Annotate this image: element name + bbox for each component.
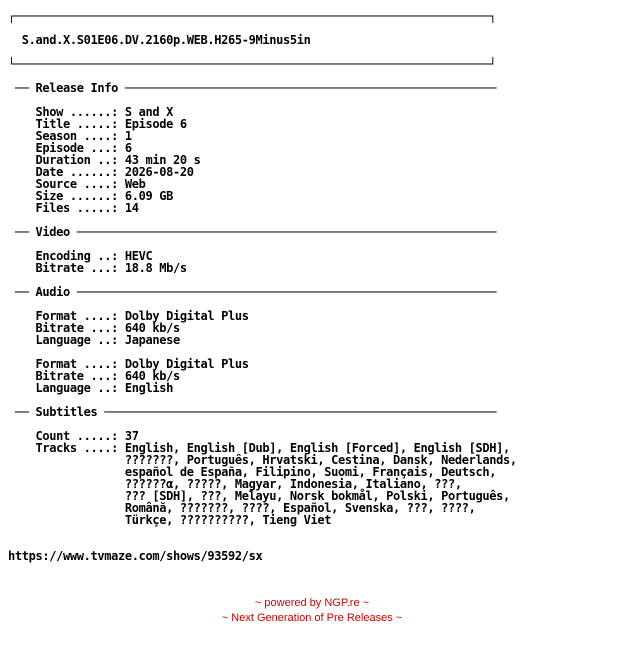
row-show: Show ......: S and X [35, 105, 173, 119]
row-audio-1-bitrate: Bitrate ...: 640 kb/s [35, 321, 180, 335]
section-header-video: ── Video ───────────────────────────────────────────────────────────── [8, 225, 497, 239]
row-audio-2-format: Format ....: Dolby Digital Plus [35, 357, 249, 371]
row-audio-2-bitrate: Bitrate ...: 640 kb/s [35, 369, 180, 383]
row-subtitle-tracks-cont: ???????, Português, Hrvatski, Cestina, Dansk, Nederlands, [124, 453, 517, 467]
row-subtitle-tracks-cont: ??? [SDH], ???, Melayu, Norsk bokmål, Polski, Português, [124, 489, 510, 503]
row-season: Season ....: 1 [35, 129, 132, 143]
row-subtitle-tracks-cont: Română, ???????, ????, Español, Svenska, ???, ????, [124, 501, 476, 515]
section-header-release-info: ── Release Info ────────────────────────────────────────────────────── [8, 81, 497, 95]
row-video-encoding: Encoding ..: HEVC [35, 249, 153, 263]
row-audio-1-format: Format ....: Dolby Digital Plus [35, 309, 249, 323]
row-episode: Episode ...: 6 [35, 141, 132, 155]
release-name: S.and.X.S01E06.DV.2160p.WEB.H265-9Minus5in [21, 33, 311, 47]
row-audio-1-language: Language ..: Japanese [35, 333, 180, 347]
footer-powered-by: ~ powered by NGP.re ~ [254, 597, 370, 609]
footer-tagline: ~ Next Generation of Pre Releases ~ [221, 612, 403, 624]
row-date: Date ......: 2026-08-20 [35, 165, 194, 179]
row-subtitle-tracks-cont: español de España, Filipino, Suomi, Français, Deutsch, [124, 465, 497, 479]
box-top-border: ┌─────────────────────────────────────────────────────────────────────┐ [8, 9, 497, 23]
row-duration: Duration ..: 43 min 20 s [35, 153, 201, 167]
row-title: Title .....: Episode 6 [35, 117, 187, 131]
row-video-bitrate: Bitrate ...: 18.8 Mb/s [35, 261, 187, 275]
row-source: Source ....: Web [35, 177, 146, 191]
row-audio-2-language: Language ..: English [35, 381, 173, 395]
row-files: Files .....: 14 [35, 201, 139, 215]
box-bottom-border: └─────────────────────────────────────────────────────────────────────┘ [8, 57, 497, 71]
row-size: Size ......: 6.09 GB [35, 189, 173, 203]
row-subtitle-tracks-cont: ??????α, ?????, Magyar, Indonesia, Italiano, ???, [124, 477, 462, 491]
row-subtitle-count: Count .....: 37 [35, 429, 139, 443]
section-header-audio: ── Audio ───────────────────────────────────────────────────────────── [8, 285, 497, 299]
release-name-line [8, 34, 517, 46]
nfo-document [8, 10, 517, 562]
row-subtitle-tracks: Tracks ....: English, English [Dub], English [Forced], English [SDH], [35, 441, 510, 455]
row-subtitle-tracks-cont: Türkçe, ??????????, Tieng Viet [124, 513, 332, 527]
tvmaze-url[interactable]: https://www.tvmaze.com/shows/93592/sx [8, 549, 263, 563]
section-header-subtitles: ── Subtitles ───────────────────────────────────────────────────────── [8, 405, 497, 419]
